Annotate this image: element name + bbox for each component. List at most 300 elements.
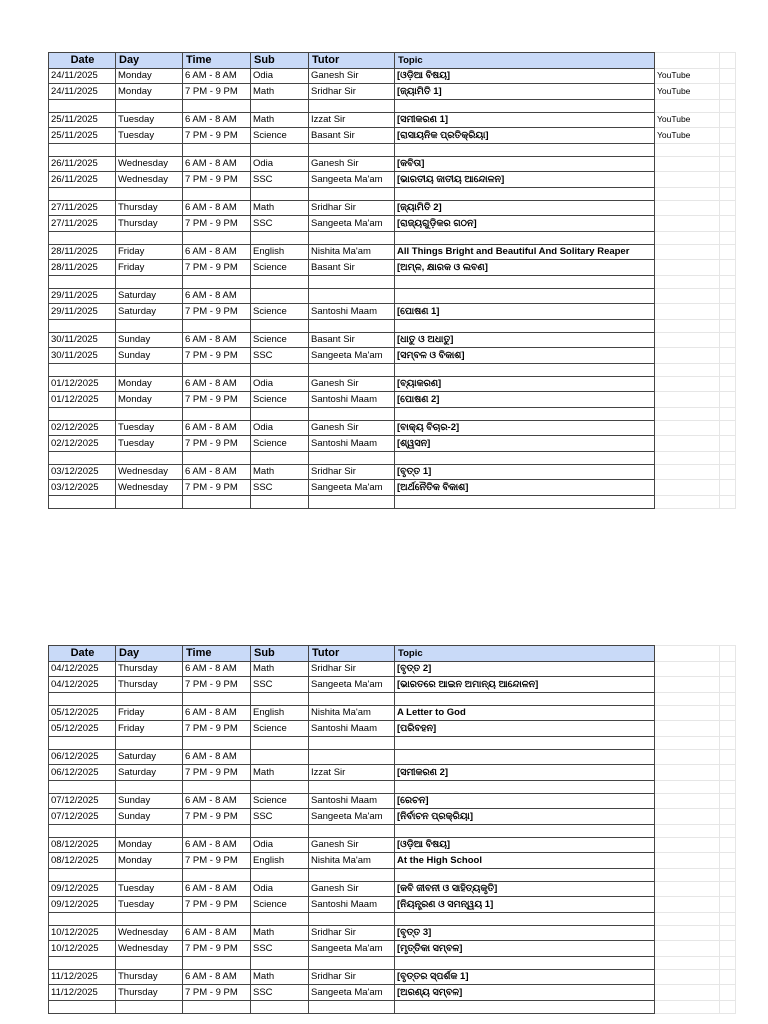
cell-link [655, 956, 720, 969]
cell-day: Sunday [116, 809, 183, 825]
cell-tutor: Basant Sir [309, 128, 395, 144]
cell-topic: [ବାକ୍ୟ ବିଚାର-2] [395, 420, 655, 436]
cell-date: 06/12/2025 [49, 765, 116, 781]
cell-sub: Math [251, 464, 309, 480]
cell-empty [720, 956, 736, 969]
header-topic: Topic [395, 53, 655, 69]
cell-time: 7 PM - 9 PM [183, 897, 251, 913]
cell-date: 29/11/2025 [49, 304, 116, 320]
cell-empty [720, 985, 736, 1001]
spacer-row [49, 912, 736, 925]
cell-time [183, 1000, 251, 1013]
cell-tutor: Sangeeta Ma'am [309, 985, 395, 1001]
cell-empty [720, 969, 736, 985]
table-row [49, 376, 736, 392]
cell-link [655, 824, 720, 837]
cell-tutor [309, 780, 395, 793]
cell-tutor [309, 824, 395, 837]
cell-empty [720, 436, 736, 452]
cell-tutor [309, 275, 395, 288]
cell-day: Tuesday [116, 881, 183, 897]
cell-tutor [309, 187, 395, 200]
table-row [49, 881, 736, 897]
youtube-link[interactable]: YouTube [657, 70, 691, 81]
cell-topic: [ବୃତ୍ତର ସ୍ପର୍ଶକ 1] [395, 969, 655, 985]
cell-tutor [309, 495, 395, 508]
cell-tutor [309, 749, 395, 765]
cell-time: 6 AM - 8 AM [183, 749, 251, 765]
cell-topic: [ରାସାୟନିକ ପ୍ରତିକ୍ରିୟା] [395, 128, 655, 144]
cell-date: 02/12/2025 [49, 436, 116, 452]
cell-tutor [309, 319, 395, 332]
header-sub: Sub [251, 646, 309, 662]
cell-link [655, 288, 720, 304]
cell-link [655, 736, 720, 749]
cell-topic: [ଓଡ଼ିଆ ବିଷୟ] [395, 68, 655, 84]
spacer-row [49, 780, 736, 793]
table-row [49, 392, 736, 408]
cell-day: Sunday [116, 793, 183, 809]
cell-sub: Science [251, 128, 309, 144]
cell-date: 11/12/2025 [49, 969, 116, 985]
cell-topic [395, 187, 655, 200]
header-topic: Topic [395, 646, 655, 662]
table-row [49, 765, 736, 781]
cell-topic: [ନିର୍ବାଚନ ପ୍ରକ୍ରିୟା] [395, 809, 655, 825]
cell-date [49, 692, 116, 705]
cell-day [116, 143, 183, 156]
cell-date: 24/11/2025 [49, 68, 116, 84]
cell-topic [395, 1000, 655, 1013]
cell-time: 6 AM - 8 AM [183, 200, 251, 216]
cell-link [655, 749, 720, 765]
cell-sub: Science [251, 721, 309, 737]
cell-topic: [ଜ୍ୟାମିତି 1] [395, 84, 655, 100]
cell-time: 6 AM - 8 AM [183, 661, 251, 677]
cell-link [655, 376, 720, 392]
cell-tutor [309, 363, 395, 376]
cell-empty [720, 216, 736, 232]
cell-time: 6 AM - 8 AM [183, 925, 251, 941]
table-row [49, 985, 736, 1001]
cell-sub: Science [251, 392, 309, 408]
cell-empty [720, 881, 736, 897]
cell-day: Wednesday [116, 925, 183, 941]
cell-empty [720, 692, 736, 705]
cell-topic: [ଧାତୁ ଓ ଅଧାତୁ] [395, 332, 655, 348]
cell-empty [720, 793, 736, 809]
cell-link[interactable] [655, 112, 720, 128]
cell-day: Monday [116, 392, 183, 408]
cell-empty [720, 420, 736, 436]
cell-day: Saturday [116, 765, 183, 781]
cell-topic [395, 99, 655, 112]
cell-empty [720, 128, 736, 144]
cell-sub: Math [251, 84, 309, 100]
cell-time: 7 PM - 9 PM [183, 304, 251, 320]
cell-sub [251, 868, 309, 881]
table-row [49, 172, 736, 188]
cell-link [655, 780, 720, 793]
cell-date: 28/11/2025 [49, 260, 116, 276]
table-row [49, 84, 736, 100]
cell-sub [251, 407, 309, 420]
cell-tutor: Sridhar Sir [309, 661, 395, 677]
cell-empty [720, 84, 736, 100]
cell-sub [251, 1000, 309, 1013]
cell-topic [395, 956, 655, 969]
cell-time: 6 AM - 8 AM [183, 376, 251, 392]
cell-time: 7 PM - 9 PM [183, 941, 251, 957]
cell-sub: English [251, 705, 309, 721]
cell-day: Wednesday [116, 156, 183, 172]
cell-date: 28/11/2025 [49, 244, 116, 260]
cell-link [655, 969, 720, 985]
table-row [49, 420, 736, 436]
cell-sub [251, 912, 309, 925]
cell-time: 7 PM - 9 PM [183, 84, 251, 100]
cell-empty [720, 143, 736, 156]
cell-topic [395, 143, 655, 156]
cell-sub: Odia [251, 420, 309, 436]
cell-empty [720, 363, 736, 376]
cell-tutor: Santoshi Maam [309, 793, 395, 809]
cell-tutor: Sangeeta Ma'am [309, 216, 395, 232]
header-date: Date [49, 646, 116, 662]
cell-topic: [ପରିବହନ] [395, 721, 655, 737]
cell-date [49, 495, 116, 508]
cell-date: 30/11/2025 [49, 332, 116, 348]
cell-day [116, 736, 183, 749]
table-row [49, 244, 736, 260]
cell-sub: SSC [251, 216, 309, 232]
cell-day: Monday [116, 837, 183, 853]
cell-link [655, 143, 720, 156]
cell-day [116, 363, 183, 376]
header-sub: Sub [251, 53, 309, 69]
table-row [49, 464, 736, 480]
cell-date: 03/12/2025 [49, 464, 116, 480]
cell-topic: At the High School [395, 853, 655, 869]
cell-link[interactable] [655, 84, 720, 100]
spacer-row [49, 956, 736, 969]
cell-topic: [ବୃତ୍ତ 2] [395, 661, 655, 677]
spacer-row [49, 692, 736, 705]
cell-tutor [309, 99, 395, 112]
table-row [49, 436, 736, 452]
cell-empty [720, 68, 736, 84]
cell-link [655, 392, 720, 408]
cell-topic: [ନିୟନ୍ତ୍ରଣ ଓ ସମନ୍ୱୟ 1] [395, 897, 655, 913]
cell-tutor [309, 1000, 395, 1013]
table-row [49, 969, 736, 985]
cell-tutor: Ganesh Sir [309, 420, 395, 436]
header-day: Day [116, 53, 183, 69]
cell-empty [720, 348, 736, 364]
cell-sub [251, 288, 309, 304]
cell-time [183, 692, 251, 705]
cell-tutor: Ganesh Sir [309, 376, 395, 392]
cell-date: 06/12/2025 [49, 749, 116, 765]
cell-tutor: Santoshi Maam [309, 304, 395, 320]
cell-day: Tuesday [116, 420, 183, 436]
cell-time: 7 PM - 9 PM [183, 677, 251, 693]
table-row [49, 200, 736, 216]
cell-date: 10/12/2025 [49, 941, 116, 957]
cell-sub [251, 187, 309, 200]
cell-date: 08/12/2025 [49, 853, 116, 869]
cell-day [116, 451, 183, 464]
cell-time: 7 PM - 9 PM [183, 348, 251, 364]
cell-day [116, 956, 183, 969]
cell-date [49, 275, 116, 288]
cell-link [655, 275, 720, 288]
schedule-table-2 [48, 645, 736, 1014]
cell-topic [395, 319, 655, 332]
cell-link [655, 495, 720, 508]
cell-time: 7 PM - 9 PM [183, 853, 251, 869]
cell-tutor: Santoshi Maam [309, 721, 395, 737]
cell-sub: Math [251, 969, 309, 985]
cell-empty [720, 451, 736, 464]
header-empty-cell [720, 53, 736, 69]
cell-empty [720, 765, 736, 781]
spacer-row [49, 319, 736, 332]
spacer-row [49, 231, 736, 244]
cell-topic [395, 868, 655, 881]
cell-sub: SSC [251, 172, 309, 188]
cell-date [49, 363, 116, 376]
cell-empty [720, 244, 736, 260]
cell-tutor: Ganesh Sir [309, 156, 395, 172]
youtube-link[interactable]: YouTube [657, 129, 691, 140]
cell-day: Wednesday [116, 464, 183, 480]
cell-sub: Math [251, 661, 309, 677]
cell-sub [251, 319, 309, 332]
cell-date: 11/12/2025 [49, 985, 116, 1001]
cell-time [183, 956, 251, 969]
cell-time [183, 780, 251, 793]
cell-link [655, 793, 720, 809]
cell-date: 26/11/2025 [49, 172, 116, 188]
cell-empty [720, 99, 736, 112]
cell-time [183, 187, 251, 200]
cell-empty [720, 304, 736, 320]
cell-time [183, 912, 251, 925]
cell-day: Tuesday [116, 436, 183, 452]
cell-topic: [କବିତା] [395, 156, 655, 172]
cell-empty [720, 661, 736, 677]
cell-empty [720, 677, 736, 693]
cell-date [49, 912, 116, 925]
cell-day [116, 319, 183, 332]
cell-date: 10/12/2025 [49, 925, 116, 941]
cell-sub: Math [251, 765, 309, 781]
cell-day [116, 231, 183, 244]
cell-link [655, 705, 720, 721]
table-row [49, 661, 736, 677]
cell-empty [720, 260, 736, 276]
cell-topic: [ଅରଣ୍ୟ ସମ୍ବଳ] [395, 985, 655, 1001]
youtube-link[interactable]: YouTube [657, 114, 691, 125]
cell-topic [395, 451, 655, 464]
cell-empty [720, 376, 736, 392]
cell-empty [720, 837, 736, 853]
table-row [49, 216, 736, 232]
table-row [49, 480, 736, 496]
cell-topic: [ରେଚନ] [395, 793, 655, 809]
cell-day [116, 407, 183, 420]
cell-day: Saturday [116, 304, 183, 320]
cell-tutor: Nishita Ma'am [309, 705, 395, 721]
cell-link[interactable] [655, 68, 720, 84]
cell-date [49, 780, 116, 793]
table-row [49, 749, 736, 765]
cell-day: Wednesday [116, 941, 183, 957]
spacer-row [49, 187, 736, 200]
cell-link [655, 436, 720, 452]
cell-time: 6 AM - 8 AM [183, 969, 251, 985]
cell-date: 03/12/2025 [49, 480, 116, 496]
cell-date [49, 956, 116, 969]
cell-link[interactable] [655, 128, 720, 144]
cell-empty [720, 200, 736, 216]
cell-tutor: Sangeeta Ma'am [309, 677, 395, 693]
cell-tutor: Santoshi Maam [309, 392, 395, 408]
cell-topic: [ଭାରତୀୟ ଜାତୀୟ ଆନ୍ଦୋଳନ] [395, 172, 655, 188]
cell-sub: SSC [251, 677, 309, 693]
cell-sub [251, 956, 309, 969]
cell-time: 7 PM - 9 PM [183, 128, 251, 144]
cell-empty [720, 925, 736, 941]
spacer-row [49, 824, 736, 837]
cell-sub: Science [251, 897, 309, 913]
cell-day: Friday [116, 721, 183, 737]
cell-link [655, 216, 720, 232]
cell-topic [395, 275, 655, 288]
cell-topic: [ଅର୍ଥନୈତିକ ବିକାଶ] [395, 480, 655, 496]
cell-day: Friday [116, 260, 183, 276]
cell-sub [251, 780, 309, 793]
cell-sub: Science [251, 793, 309, 809]
cell-time [183, 868, 251, 881]
cell-link [655, 99, 720, 112]
cell-tutor [309, 288, 395, 304]
cell-sub: Math [251, 112, 309, 128]
cell-sub: Science [251, 436, 309, 452]
table-row [49, 809, 736, 825]
cell-time: 6 AM - 8 AM [183, 332, 251, 348]
table-row [49, 304, 736, 320]
cell-empty [720, 824, 736, 837]
cell-date [49, 143, 116, 156]
cell-tutor: Sridhar Sir [309, 925, 395, 941]
cell-time: 6 AM - 8 AM [183, 244, 251, 260]
cell-time [183, 99, 251, 112]
cell-time: 7 PM - 9 PM [183, 436, 251, 452]
cell-time: 6 AM - 8 AM [183, 793, 251, 809]
cell-tutor: Sangeeta Ma'am [309, 941, 395, 957]
cell-time: 7 PM - 9 PM [183, 809, 251, 825]
cell-link [655, 407, 720, 420]
cell-link [655, 809, 720, 825]
cell-time [183, 736, 251, 749]
cell-link [655, 319, 720, 332]
cell-date: 09/12/2025 [49, 881, 116, 897]
table-row [49, 260, 736, 276]
cell-tutor: Nishita Ma'am [309, 853, 395, 869]
cell-day: Monday [116, 84, 183, 100]
table-row [49, 288, 736, 304]
cell-day: Thursday [116, 216, 183, 232]
cell-topic [395, 288, 655, 304]
cell-sub: SSC [251, 985, 309, 1001]
table-row [49, 348, 736, 364]
cell-day [116, 275, 183, 288]
cell-date [49, 451, 116, 464]
cell-tutor [309, 956, 395, 969]
table-row [49, 677, 736, 693]
cell-topic: [ସମୀକରଣ 1] [395, 112, 655, 128]
cell-sub: Math [251, 200, 309, 216]
cell-link [655, 881, 720, 897]
cell-tutor [309, 451, 395, 464]
cell-topic [395, 736, 655, 749]
table-row [49, 112, 736, 128]
spacer-row [49, 868, 736, 881]
cell-topic [395, 363, 655, 376]
cell-tutor [309, 407, 395, 420]
cell-time: 6 AM - 8 AM [183, 112, 251, 128]
cell-day [116, 824, 183, 837]
cell-sub: English [251, 244, 309, 260]
cell-date: 27/11/2025 [49, 200, 116, 216]
header-row [49, 646, 736, 662]
cell-tutor: Sridhar Sir [309, 464, 395, 480]
cell-link [655, 260, 720, 276]
cell-day [116, 495, 183, 508]
cell-empty [720, 407, 736, 420]
cell-empty [720, 480, 736, 496]
header-empty-cell [720, 646, 736, 662]
cell-day: Friday [116, 705, 183, 721]
cell-day: Thursday [116, 969, 183, 985]
cell-date: 04/12/2025 [49, 661, 116, 677]
cell-link [655, 925, 720, 941]
cell-time: 6 AM - 8 AM [183, 68, 251, 84]
table-row [49, 68, 736, 84]
cell-day [116, 1000, 183, 1013]
cell-topic: [ଅମ୍ଳ, କ୍ଷାରକ ଓ ଲବଣ] [395, 260, 655, 276]
table-row [49, 332, 736, 348]
cell-day: Sunday [116, 348, 183, 364]
cell-empty [720, 172, 736, 188]
spacer-row [49, 407, 736, 420]
table-row [49, 128, 736, 144]
cell-day: Wednesday [116, 172, 183, 188]
cell-date [49, 231, 116, 244]
cell-time: 6 AM - 8 AM [183, 837, 251, 853]
cell-tutor [309, 912, 395, 925]
cell-date [49, 1000, 116, 1013]
youtube-link[interactable]: YouTube [657, 85, 691, 96]
cell-empty [720, 721, 736, 737]
spacer-row [49, 736, 736, 749]
cell-empty [720, 868, 736, 881]
cell-tutor: Sridhar Sir [309, 84, 395, 100]
cell-day: Monday [116, 68, 183, 84]
cell-tutor: Sridhar Sir [309, 200, 395, 216]
